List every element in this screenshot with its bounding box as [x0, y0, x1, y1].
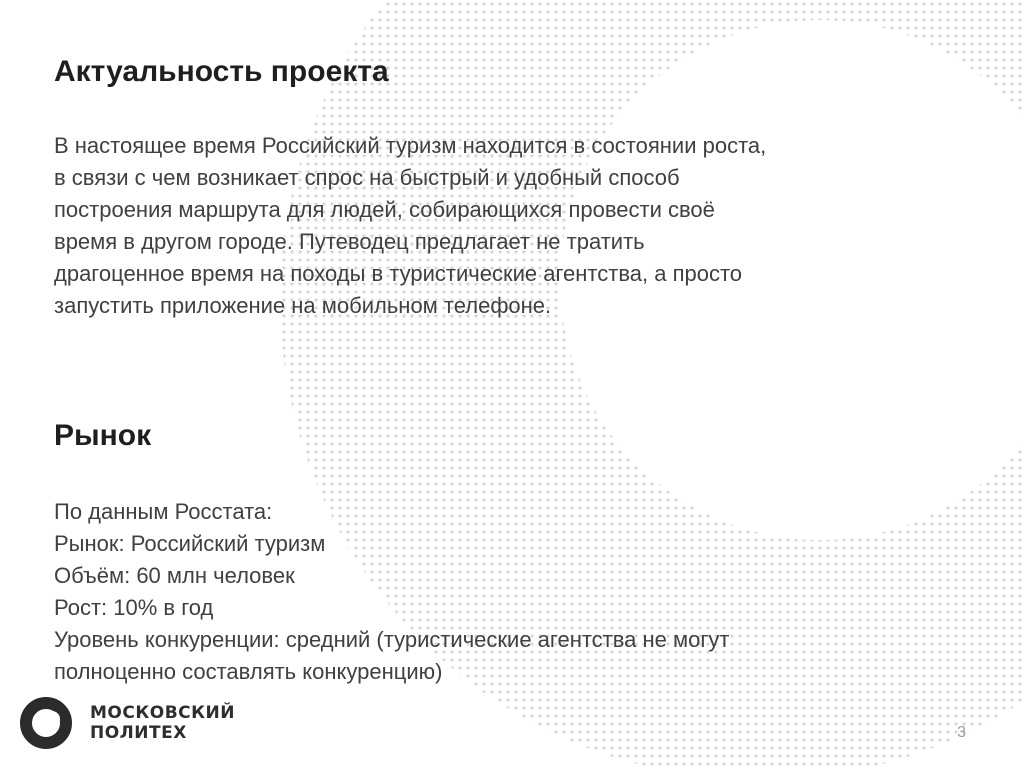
- relevance-line: время в другом городе. Путеводец предлагает не тратить: [54, 229, 645, 254]
- polytech-ring-logo-icon: [18, 695, 74, 751]
- relevance-line: построения маршрута для людей, собирающихся провести своё: [54, 197, 715, 222]
- section-heading-market: Рынок: [54, 419, 152, 452]
- section-heading-relevance: Актуальность проекта: [54, 55, 389, 88]
- logo-line-2: ПОЛИТЕХ: [90, 723, 187, 743]
- market-line: полноценно составлять конкуренцию): [54, 659, 443, 684]
- moscow-polytech-logo: [18, 695, 235, 751]
- market-line: Уровень конкуренции: средний (туристические агентства не могут: [54, 627, 730, 652]
- market-line: По данным Росстата:: [54, 499, 273, 524]
- relevance-line: В настоящее время Российский туризм находится в состоянии роста,: [54, 133, 767, 158]
- market-line: Объём: 60 млн человек: [54, 563, 295, 588]
- relevance-line: драгоценное время на походы в туристические агентства, а просто: [54, 261, 743, 286]
- market-line: Рост: 10% в год: [54, 595, 214, 620]
- relevance-line: в связи с чем возникает спрос на быстрый и удобный способ: [54, 165, 680, 190]
- logo-wordmark: [90, 703, 235, 743]
- relevance-line: запустить приложение на мобильном телефоне.: [54, 293, 552, 318]
- page-number: 3: [957, 724, 966, 741]
- relevance-paragraph: [54, 130, 914, 322]
- market-line: Рынок: Российский туризм: [54, 531, 326, 556]
- logo-line-1: МОСКОВСКИЙ: [90, 703, 235, 723]
- market-paragraph: [54, 496, 914, 688]
